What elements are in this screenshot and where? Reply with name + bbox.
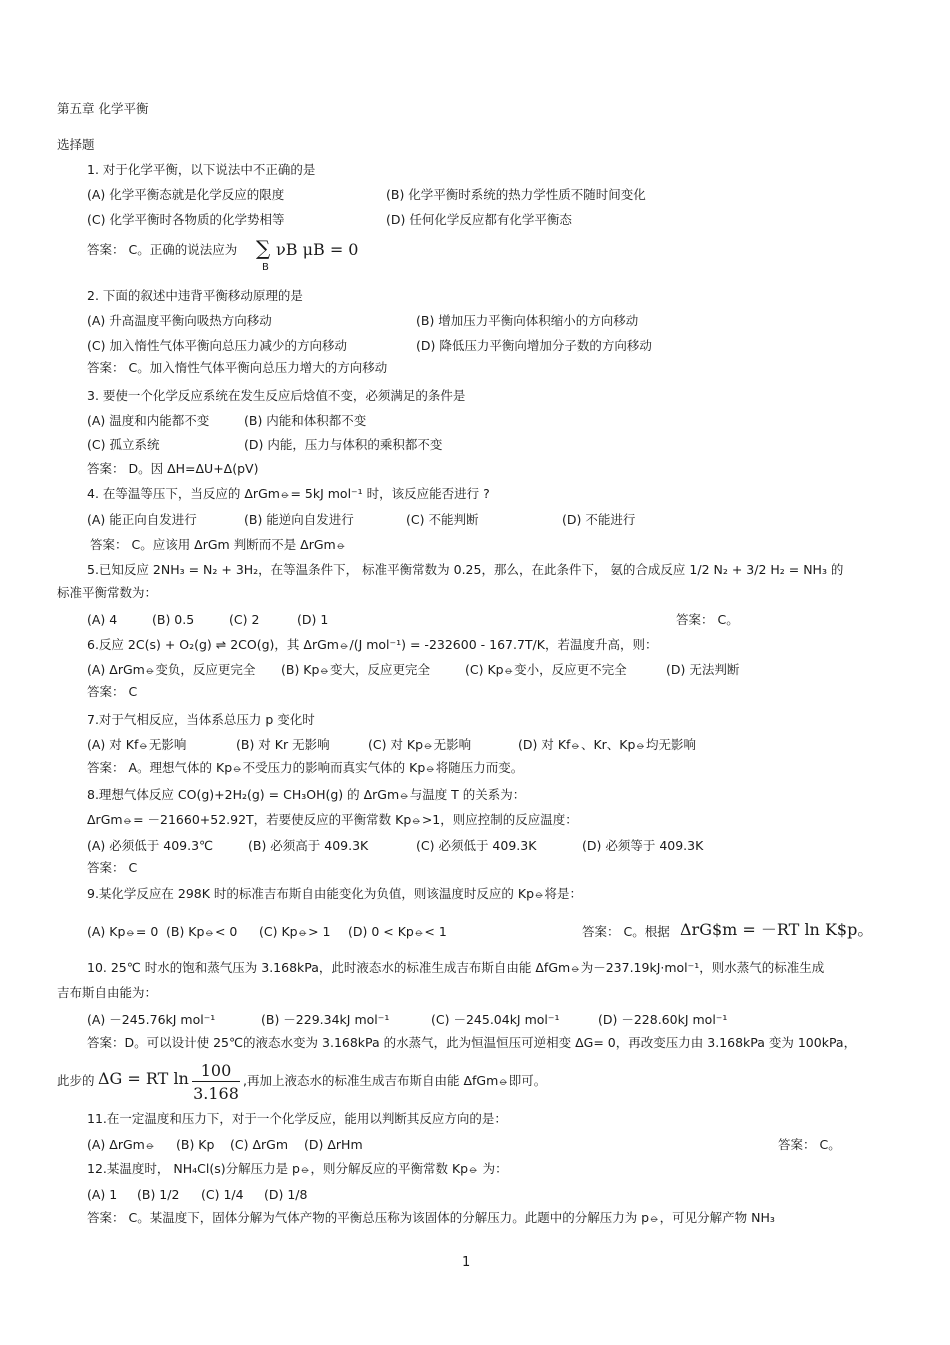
question-7: 7.对于气相反应，当体系总压力 p 变化时 xyxy=(87,712,315,727)
option-4c: (C) 不能判断 xyxy=(406,512,479,527)
option-5d: (D) 1 xyxy=(297,612,329,627)
question-10: 10. 25℃ 时水的饱和蒸气压为 3.168kPa，此时液态水的标准生成吉布斯自由能 ΔfGm⦵为－237.19kJ·mol⁻¹，则水蒸气的标准生成 xyxy=(87,960,825,975)
answer-6: 答案： C xyxy=(87,684,138,699)
option-11c: (C) ΔrGm xyxy=(230,1137,289,1152)
option-1d: (D) 任何化学反应都有化学平衡态 xyxy=(386,212,572,227)
question-2: 2. 下面的叙述中违背平衡移动原理的是 xyxy=(87,288,303,303)
option-3d: (D) 内能，压力与体积的乘积都不变 xyxy=(244,437,443,452)
answer-10: 答案：D。可以设计使 25℃的液态水变为 3.168kPa 的水蒸气，此为恒温恒压可逆相变 ΔG= 0，再改变压力由 3.168kPa 变为 100kPa， xyxy=(87,1035,857,1050)
option-8d: (D) 必须等于 409.3K xyxy=(582,838,704,853)
option-12d: (D) 1/8 xyxy=(264,1187,308,1202)
option-6b: (B) Kp⦵变大，反应更完全 xyxy=(281,662,430,677)
chapter-title: 第五章 化学平衡 xyxy=(57,101,149,116)
option-10a: (A) －245.76kJ mol⁻¹ xyxy=(87,1012,216,1027)
answer-8: 答案： C xyxy=(87,860,138,875)
option-7c: (C) 对 Kp⦵无影响 xyxy=(368,737,472,752)
question-6: 6.反应 2C(s) + O₂(g) ⇌ 2CO(g)，其 ΔrGm⦵/(J mol⁻¹) = -232600 - 167.7T/K，若温度升高，则： xyxy=(87,637,658,652)
answer-11: 答案： C。 xyxy=(778,1137,841,1152)
question-1: 1. 对于化学平衡，以下说法中不正确的是 xyxy=(87,162,316,177)
option-12b: (B) 1/2 xyxy=(137,1187,180,1202)
answer-7: 答案： A。理想气体的 Kp⦵不受压力的影响而真实气体的 Kp⦵将随压力而变。 xyxy=(87,760,524,775)
option-9c: (C) Kp⦵> 1 xyxy=(259,924,331,939)
option-4a: (A) 能正向自发进行 xyxy=(87,512,197,527)
option-3c: (C) 孤立系统 xyxy=(87,437,160,452)
option-11b: (B) Kp xyxy=(176,1137,215,1152)
answer-12: 答案： C。某温度下，固体分解为气体产物的平衡总压称为该固体的分解压力。此题中的分解压力为 p⦵，可见分解产物 NH₃ xyxy=(87,1210,775,1225)
question-3: 3. 要使一个化学反应系统在发生反应后焓值不变，必须满足的条件是 xyxy=(87,388,466,403)
answer-10-cont-prefix: 此步的 xyxy=(57,1073,95,1088)
sigma-index: B xyxy=(262,262,269,273)
option-3b: (B) 内能和体积都不变 xyxy=(244,413,367,428)
option-6d: (D) 无法判断 xyxy=(666,662,740,677)
fraction-numerator: 100 xyxy=(200,1061,232,1080)
option-5c: (C) 2 xyxy=(229,612,260,627)
option-4d: (D) 不能进行 xyxy=(562,512,636,527)
question-11: 11.在一定温度和压力下，对于一个化学反应，能用以判断其反应方向的是： xyxy=(87,1111,507,1126)
fraction-denominator: 3.168 xyxy=(193,1084,239,1103)
fraction-bar xyxy=(192,1081,240,1082)
question-10-cont: 吉布斯自由能为： xyxy=(57,985,158,1000)
answer-10-cont-suffix: ,再加上液态水的标准生成吉布斯自由能 ΔfGm⦵即可。 xyxy=(243,1073,547,1088)
option-12a: (A) 1 xyxy=(87,1187,118,1202)
option-2a: (A) 升高温度平衡向吸热方向移动 xyxy=(87,313,272,328)
answer-5: 答案： C。 xyxy=(676,612,739,627)
answer-2: 答案： C。加入惰性气体平衡向总压力增大的方向移动 xyxy=(87,360,388,375)
option-6c: (C) Kp⦵变小，反应更不完全 xyxy=(465,662,627,677)
question-8-cont: ΔrGm⦵= －21660+52.92T，若要使反应的平衡常数 Kp⦵>1，则应控制的反应温度： xyxy=(87,812,578,827)
formula-delta-g-ln: ΔG = RT ln xyxy=(98,1069,189,1088)
formula-sum-nu-mu: νB μB = 0 xyxy=(276,240,359,259)
option-7d: (D) 对 Kf⦵、Kr、Kp⦵均无影响 xyxy=(518,737,696,752)
option-9a: (A) Kp⦵= 0 xyxy=(87,924,159,939)
option-8c: (C) 必须低于 409.3K xyxy=(416,838,537,853)
option-6a: (A) ΔrGm⦵变负，反应更完全 xyxy=(87,662,256,677)
question-4: 4. 在等温等压下，当反应的 ΔrGm⦵= 5kJ mol⁻¹ 时，该反应能否进行 ? xyxy=(87,486,490,501)
option-5b: (B) 0.5 xyxy=(152,612,195,627)
option-2b: (B) 增加压力平衡向体积缩小的方向移动 xyxy=(416,313,639,328)
option-9d: (D) 0 < Kp⦵< 1 xyxy=(348,924,447,939)
question-8: 8.理想气体反应 CO(g)+2H₂(g) = CH₃OH(g) 的 ΔrGm⦵与温度 T 的关系为： xyxy=(87,787,526,802)
option-12c: (C) 1/4 xyxy=(201,1187,244,1202)
answer-1: 答案： C。正确的说法应为 xyxy=(87,242,238,257)
option-10b: (B) －229.34kJ mol⁻¹ xyxy=(261,1012,390,1027)
option-4b: (B) 能逆向自发进行 xyxy=(244,512,354,527)
option-7a: (A) 对 Kf⦵无影响 xyxy=(87,737,187,752)
option-5a: (A) 4 xyxy=(87,612,118,627)
question-5: 5.已知反应 2NH₃ = N₂ + 3H₂，在等温条件下， 标准平衡常数为 0.25，那么，在此条件下， 氨的合成反应 1/2 N₂ + 3/2 H₂ = NH₃ 的 xyxy=(87,562,844,577)
answer-3: 答案： D。因 ΔH=ΔU+Δ(pV) xyxy=(87,461,259,476)
sigma-symbol: ∑ xyxy=(256,236,271,260)
formula-delta-g-rt-lnk: ΔrG$m = －RT ln K$p。 xyxy=(680,920,874,939)
option-7b: (B) 对 Kr 无影响 xyxy=(236,737,330,752)
page-number: 1 xyxy=(462,1255,471,1270)
option-3a: (A) 温度和内能都不变 xyxy=(87,413,210,428)
option-2c: (C) 加入惰性气体平衡向总压力减少的方向移动 xyxy=(87,338,347,353)
question-9: 9.某化学反应在 298K 时的标准吉布斯自由能变化为负值，则该温度时反应的 Kp⦵将是： xyxy=(87,886,583,901)
option-11d: (D) ΔrHm xyxy=(304,1137,363,1152)
option-1b: (B) 化学平衡时系统的热力学性质不随时间变化 xyxy=(386,187,646,202)
option-8a: (A) 必须低于 409.3℃ xyxy=(87,838,214,853)
option-9b: (B) Kp⦵< 0 xyxy=(166,924,238,939)
question-5-cont: 标准平衡常数为： xyxy=(57,585,158,600)
option-10c: (C) －245.04kJ mol⁻¹ xyxy=(431,1012,560,1027)
option-10d: (D) －228.60kJ mol⁻¹ xyxy=(598,1012,728,1027)
answer-9: 答案： C。根据 xyxy=(582,924,670,939)
option-1a: (A) 化学平衡态就是化学反应的限度 xyxy=(87,187,285,202)
option-11a: (A) ΔrGm⦵ xyxy=(87,1137,156,1152)
option-1c: (C) 化学平衡时各物质的化学势相等 xyxy=(87,212,285,227)
option-8b: (B) 必须高于 409.3K xyxy=(248,838,369,853)
option-2d: (D) 降低压力平衡向增加分子数的方向移动 xyxy=(416,338,652,353)
section-title: 选择题 xyxy=(57,137,95,152)
answer-4: 答案： C。应该用 ΔrGm 判断而不是 ΔrGm⦵ xyxy=(90,537,347,552)
question-12: 12.某温度时， NH₄Cl(s)分解压力是 p⦵，则分解反应的平衡常数 Kp⦵ 为： xyxy=(87,1161,508,1176)
